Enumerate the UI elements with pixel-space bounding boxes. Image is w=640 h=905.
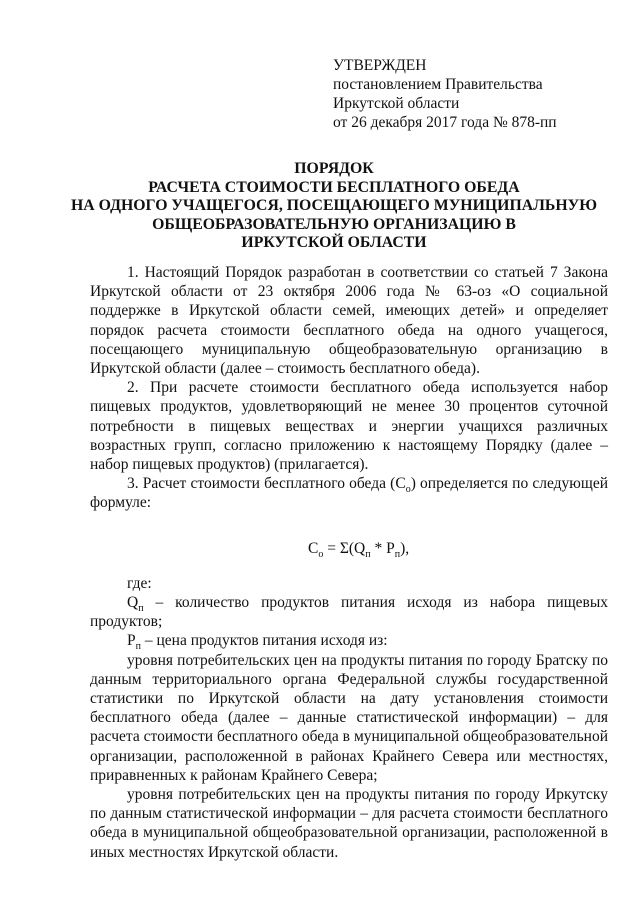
formula — [90, 539, 608, 558]
formula-mid-2: * Р — [370, 539, 395, 557]
p-symbol: Р — [127, 632, 136, 650]
q-symbol: Q — [127, 594, 139, 612]
paragraph-3-subscript: о — [405, 484, 411, 496]
q-definition-text: – количество продуктов питания исходя из набора пищевых продуктов; — [90, 594, 608, 631]
p-symbol-sub: п — [135, 641, 141, 653]
document-body — [90, 263, 608, 862]
heading-line-4: ОБЩЕОБРАЗОВАТЕЛЬНУЮ ОРГАНИЗАЦИЮ В — [152, 215, 516, 233]
formula-end: ), — [400, 539, 410, 557]
paragraph-3 — [90, 474, 608, 512]
paragraph-1: 1. Настоящий Порядок разработан в соответствии со статьей 7 Закона Иркутской области от 23 октября 2006 года № 63-оз «О социальной поддержке в Иркутской области семей, имеющих детей» и определяет порядок расчета стоимости бесплатного обеда на одного учащегося, посещающего муниципальную общеобразовательную организацию в Иркутской области (далее – стоимость бесплатного обеда). — [90, 264, 608, 378]
heading-line-3: НА ОДНОГО УЧАЩЕГОСЯ, ПОСЕЩАЮЩЕГО МУНИЦИПАЛЬНУЮ — [70, 197, 598, 214]
formula-c-sub: о — [318, 548, 324, 560]
heading-line-5: ИРКУТСКОЙ ОБЛАСТИ — [241, 234, 427, 251]
formula-mid-1: = Σ(Q — [323, 539, 366, 557]
approval-date: от 26 декабря 2017 года № 878-пп — [333, 114, 557, 131]
heading-line-2: РАСЧЕТА СТОИМОСТИ БЕСПЛАТНОГО ОБЕДА — [148, 178, 520, 196]
document-heading — [60, 160, 608, 253]
formula-q-sub: п — [365, 548, 371, 560]
approval-decree: постановлением Правительства — [333, 76, 543, 93]
q-definition — [90, 593, 608, 631]
paragraph-2: 2. При расчете стоимости бесплатного обеда используется набор пищевых продуктов, удовлетворяющий не менее 30 процентов суточной потребности в пищевых веществах и энергии учащихся различных возрастных групп, согласно приложению к настоящему Порядку (далее – набор пищевых продуктов) (прилагается). — [90, 379, 608, 474]
formula-p-sub: п — [394, 548, 401, 560]
p-definition-text: – цена продуктов питания исходя из: — [140, 632, 388, 650]
paragraph-bratsk: уровня потребительских цен на продукты питания по городу Братску по данным территориального органа Федеральной службы государственной статистики по Иркутской области на дату установления стоимости бесплатного обеда (далее – данные статистической информации) – для расчета стоимости бесплатного обеда в муниципальной общеобразовательной организации, расположенной в районах Крайнего Севера или местностях, приравненных к районам Крайнего Севера; — [90, 651, 608, 784]
formula-c: С — [308, 539, 319, 557]
paragraph-3-end: ) определяется по следующей формуле: — [90, 475, 609, 512]
approval-stamp — [333, 56, 557, 132]
where-label: где: — [127, 574, 152, 592]
q-symbol-sub: п — [138, 603, 144, 615]
heading-line-1: ПОРЯДОК — [294, 160, 374, 177]
approval-title: УТВЕРЖДЕН — [333, 57, 427, 74]
p-definition — [90, 631, 608, 653]
approval-region: Иркутской области — [333, 95, 460, 112]
paragraph-irkutsk: уровня потребительских цен на продукты питания по городу Иркутску по данным статистической информации – для расчета стоимости бесплатного обеда в муниципальной общеобразовательной организации, расположенной в иных местностях Иркутской области. — [90, 786, 608, 861]
paragraph-3-start: 3. Расчет стоимости бесплатного обеда (С — [127, 475, 406, 493]
